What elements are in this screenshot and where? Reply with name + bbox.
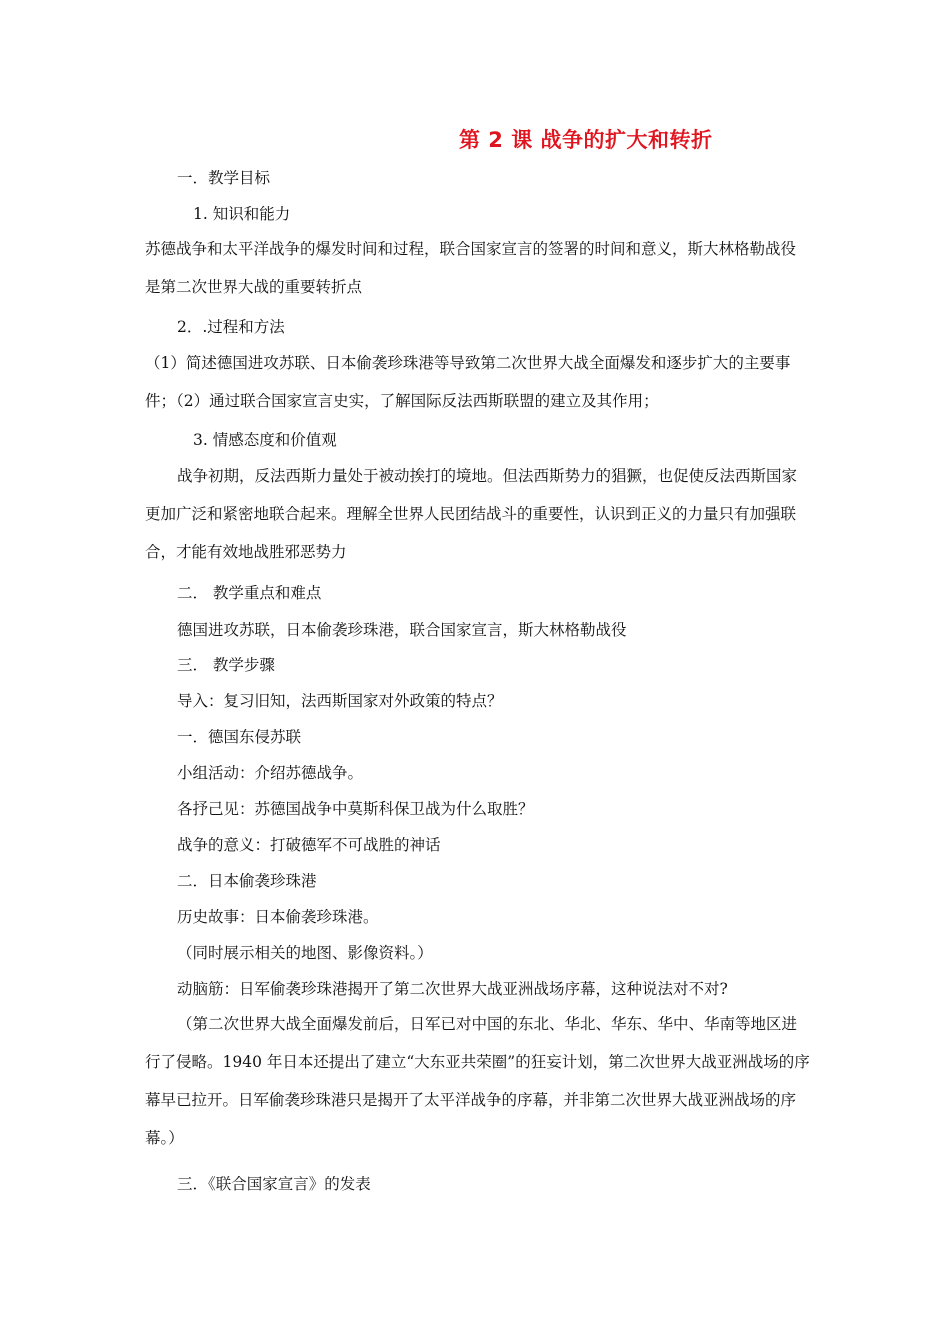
paragraph-emotion: 战争初期，反法西斯力量处于被动挨打的境地。但法西斯势力的猖獗，也促使反法西斯国家更加广泛和紧密地联合起来。理解全世界人民团结战斗的重要性，认识到正义的力量只有加强联合，才能有效地战胜邪恶势力 (145, 467, 798, 561)
heading-germany-invades-ussr: 一．德国东侵苏联 (177, 728, 302, 746)
paragraph-brainstorm: 动脑筋：日军偷袭珍珠港揭开了第二次世界大战亚洲战场序幕，这种说法对不对? (177, 980, 728, 998)
paragraph-war-significance: 战争的意义：打破德军不可战胜的神话 (177, 836, 441, 854)
section-heading-key-points: 二． 教学重点和难点 (177, 584, 322, 602)
heading-united-nations-declaration: 三．《联合国家宣言》的发表 (177, 1175, 371, 1193)
subheading-process-method: 2．.过程和方法 (177, 318, 285, 336)
paragraph-process: （1）简述德国进攻苏联、日本偷袭珍珠港等导致第二次世界大战全面爆发和逐步扩大的主要事件；（2）通过联合国家宣言史实，了解国际反法西斯联盟的建立及其作用； (145, 354, 791, 410)
paragraph-opinions: 各抒己见：苏德国战争中莫斯科保卫战为什么取胜？ (177, 800, 534, 818)
subheading-emotion-values: 3. 情感态度和价值观 (193, 431, 337, 449)
page-title: 第 2 课 战争的扩大和转折 (459, 128, 713, 152)
paragraph-key-points: 德国进攻苏联，日本偷袭珍珠港，联合国家宣言，斯大林格勒战役 (177, 621, 627, 639)
paragraph-explanation: （第二次世界大战全面爆发前后，日军已对中国的东北、华北、华东、华中、华南等地区进行了侵略。1940 年日本还提出了建立“大东亚共荣圈”的狂妄计划，第二次世界大战亚洲战场的序幕早已拉开。日军偷袭珍珠港只是揭开了太平洋战争的序幕，并非第二次世界大战亚洲战场的序幕。） (145, 1015, 810, 1147)
paragraph-history-story: 历史故事：日本偷袭珍珠港。 (177, 908, 379, 926)
subheading-knowledge-ability: 1. 知识和能力 (193, 205, 291, 223)
paragraph-knowledge: 苏德战争和太平洋战争的爆发时间和过程，联合国家宣言的签署的时间和意义，斯大林格勒战役是第二次世界大战的重要转折点 (145, 240, 797, 296)
section-heading-teaching-goals: 一．教学目标 (177, 169, 271, 187)
heading-pearl-harbor: 二．日本偷袭珍珠港 (177, 872, 317, 890)
paragraph-show-materials: （同时展示相关的地图、影像资料。） (177, 944, 433, 962)
paragraph-intro: 导入：复习旧知，法西斯国家对外政策的特点？ (177, 692, 503, 710)
paragraph-group-activity: 小组活动：介绍苏德战争。 (177, 764, 364, 782)
section-heading-teaching-steps: 三． 教学步骤 (177, 656, 275, 674)
